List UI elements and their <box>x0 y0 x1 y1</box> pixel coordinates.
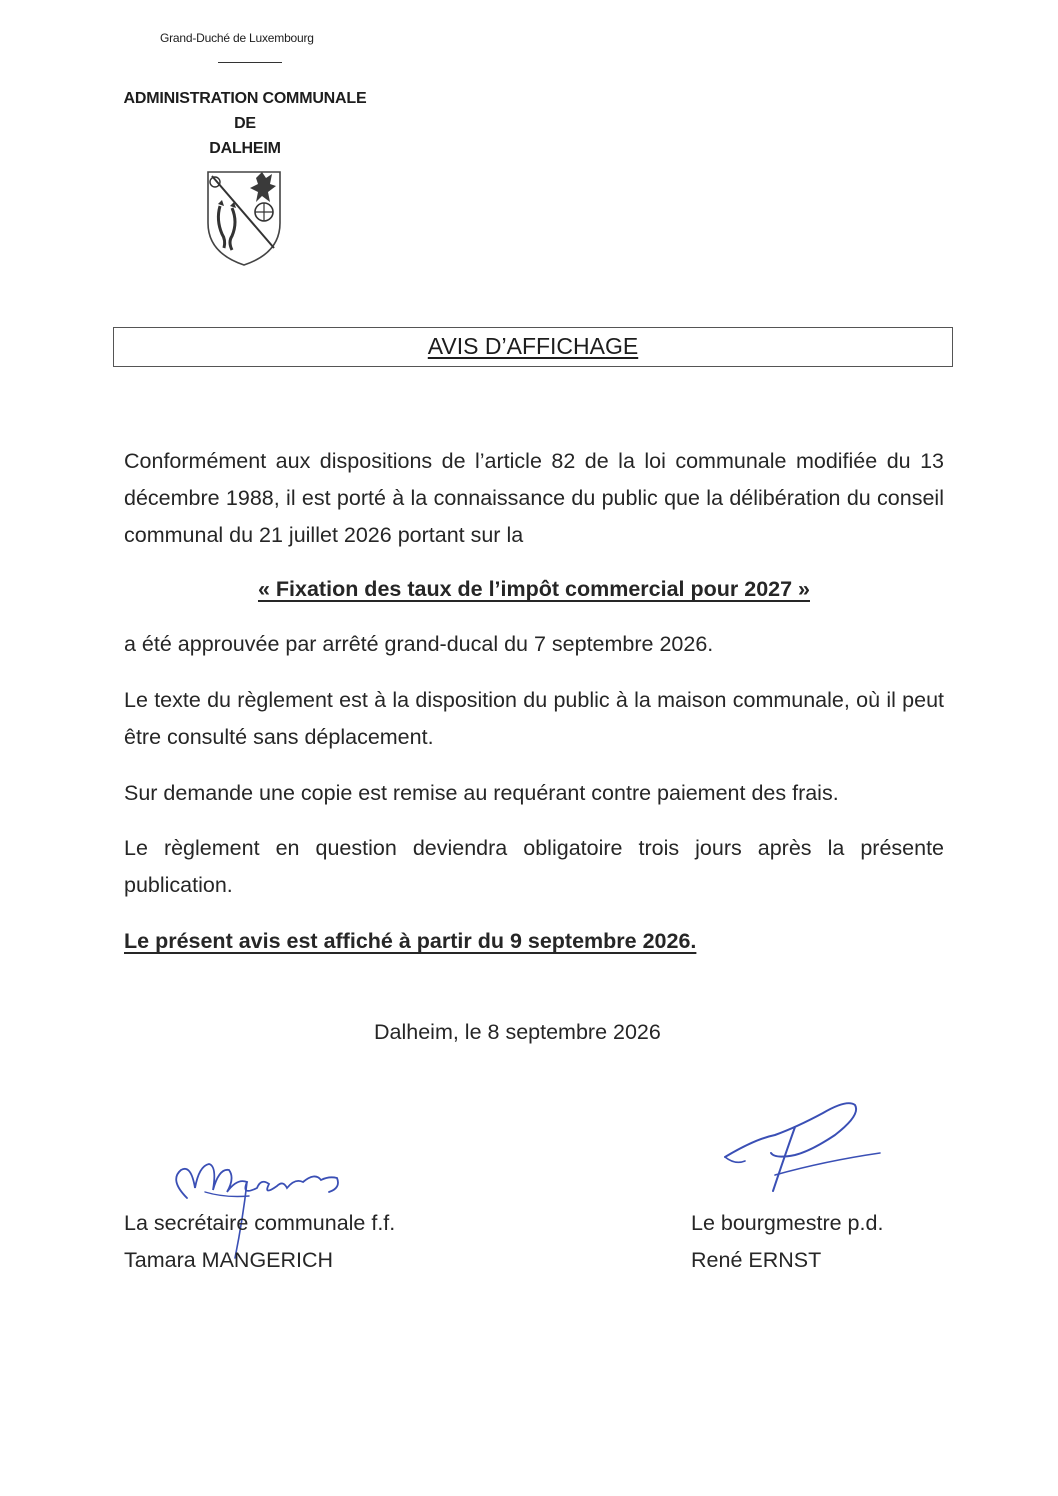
secretary-name: Tamara MANGERICH <box>124 1248 334 1272</box>
mayor-role: Le bourgmestre p.d. <box>691 1211 884 1235</box>
coat-of-arms-icon <box>204 168 284 268</box>
mayor-signature <box>715 1095 890 1200</box>
header-divider <box>218 62 282 63</box>
place-and-date: Dalheim, le 8 septembre 2026 <box>374 1020 661 1044</box>
administration-heading <box>110 86 380 161</box>
regulation-subject: « Fixation des taux de l’impôt commercial pour 2027 » <box>257 577 810 601</box>
effect-paragraph: Le règlement en question deviendra obligatoire trois jours après la présente publication. <box>124 836 944 897</box>
copy-paragraph: Sur demande une copie est remise au requérant contre paiement des frais. <box>124 781 839 805</box>
mayor-signature-block <box>691 1205 883 1279</box>
posting-statement: Le présent avis est affiché à partir du 9 septembre 2026. <box>124 929 697 953</box>
mayor-name: René ERNST <box>691 1248 822 1272</box>
admin-line-2: DE <box>234 115 256 132</box>
availability-paragraph: Le texte du règlement est à la disposition du public à la maison communale, où il peut être consulté sans déplacement. <box>124 688 944 749</box>
admin-line-3: DALHEIM <box>209 140 281 157</box>
country-name: Grand-Duché de Luxembourg <box>160 31 314 45</box>
notice-title-box <box>113 327 953 367</box>
intro-paragraph: Conformément aux dispositions de l’article 82 de la loi communale modifiée du 13 décembre 1988, il est porté à la connaissance du public que la délibération du conseil communal du 21 juillet 2026 portant sur la <box>124 449 944 547</box>
secretary-role: La secrétaire communale f.f. <box>124 1211 396 1235</box>
secretary-signature-block <box>124 1205 395 1279</box>
approval-paragraph: a été approuvée par arrêté grand-ducal du 7 septembre 2026. <box>124 632 714 656</box>
admin-line-1: ADMINISTRATION COMMUNALE <box>123 90 367 107</box>
notice-title: AVIS D’AFFICHAGE <box>427 333 639 359</box>
